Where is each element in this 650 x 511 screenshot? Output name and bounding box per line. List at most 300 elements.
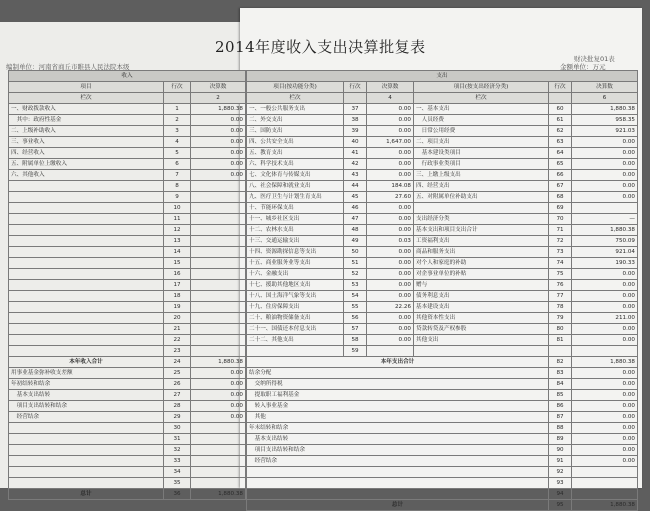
expense-lower-line: 89	[549, 434, 572, 445]
income-subheader-line	[164, 93, 191, 104]
expense-func-line: 43	[344, 170, 367, 181]
income-row	[9, 445, 246, 456]
expense-econ-line: 62	[549, 126, 572, 137]
expense-econ-amount: 0.00	[572, 291, 638, 302]
expense-lower-line: 95	[549, 500, 572, 511]
expense-econ-line: 69	[549, 203, 572, 214]
expense-lower-amount	[572, 489, 638, 500]
income-amount: 1,880.38	[191, 357, 246, 368]
expense-total-row	[247, 357, 638, 368]
expense-func-amount: 0.00	[367, 335, 414, 346]
income-amount	[191, 346, 246, 357]
expense-econ-item: 对个人和家庭的补助	[414, 258, 549, 269]
expense-row	[247, 148, 638, 159]
expense-lower-item: 项目支出结转和结余	[247, 445, 549, 456]
income-item	[9, 247, 164, 258]
expense-econ-item: 一、基本支出	[414, 104, 549, 115]
expense-func-amount: 0.00	[367, 247, 414, 258]
expense-func-item: 七、文化体育与传媒支出	[247, 170, 344, 181]
expense-econ-amount: 0.00	[572, 302, 638, 313]
income-line: 26	[164, 379, 191, 390]
expense-econ-item: 其他资本性支出	[414, 313, 549, 324]
income-item: 经营结余	[9, 412, 164, 423]
expense-func-amount: 27.60	[367, 192, 414, 203]
expense-func-line: 55	[344, 302, 367, 313]
expense-func-amount: 0.00	[367, 115, 414, 126]
expense-row	[247, 126, 638, 137]
income-item	[9, 313, 164, 324]
expense-econ-amount: 0.00	[572, 170, 638, 181]
expense-row	[247, 302, 638, 313]
income-item	[9, 214, 164, 225]
income-row	[9, 335, 246, 346]
income-item	[9, 181, 164, 192]
expense-econ-line: 76	[549, 280, 572, 291]
income-amount	[191, 280, 246, 291]
expense-lower-amount: 0.00	[572, 445, 638, 456]
expense-lower-line: 90	[549, 445, 572, 456]
expense-row	[247, 203, 638, 214]
expense-func-line: 54	[344, 291, 367, 302]
income-item	[9, 280, 164, 291]
expense-func-line: 49	[344, 236, 367, 247]
income-amount	[191, 225, 246, 236]
expense-econ-line: 81	[549, 335, 572, 346]
expense-econ-item: 支出经济分类	[414, 214, 549, 225]
income-amount: 0.00	[191, 115, 246, 126]
expense-header-func-line: 行次	[344, 82, 367, 93]
expense-func-line: 45	[344, 192, 367, 203]
income-item	[9, 478, 164, 489]
income-item: 总计	[9, 489, 164, 500]
income-item: 其中：政府性基金	[9, 115, 164, 126]
income-line: 4	[164, 137, 191, 148]
income-line: 5	[164, 148, 191, 159]
expense-lower-row	[247, 390, 638, 401]
expense-row	[247, 225, 638, 236]
expense-lower-row	[247, 368, 638, 379]
income-line: 33	[164, 456, 191, 467]
expense-func-item: 十四、资源勘探信息等支出	[247, 247, 344, 258]
expense-lower-amount	[572, 467, 638, 478]
expense-econ-amount: 211.00	[572, 313, 638, 324]
expense-func-item: 十八、国土海洋气象等支出	[247, 291, 344, 302]
expense-subheader-5	[549, 93, 572, 104]
income-row	[9, 291, 246, 302]
income-amount: 0.00	[191, 401, 246, 412]
income-item	[9, 423, 164, 434]
income-amount	[191, 302, 246, 313]
expense-func-amount: 0.00	[367, 148, 414, 159]
income-item	[9, 335, 164, 346]
income-line: 10	[164, 203, 191, 214]
income-amount	[191, 258, 246, 269]
expense-lower-line: 94	[549, 489, 572, 500]
expense-func-line: 39	[344, 126, 367, 137]
income-line: 8	[164, 181, 191, 192]
expense-row	[247, 137, 638, 148]
expense-lower-row	[247, 500, 638, 511]
income-item: 六、其他收入	[9, 170, 164, 181]
expense-row	[247, 324, 638, 335]
income-line: 22	[164, 335, 191, 346]
expense-econ-line: 60	[549, 104, 572, 115]
expense-lower-line: 93	[549, 478, 572, 489]
expense-econ-item: 人员经费	[414, 115, 549, 126]
expense-row	[247, 258, 638, 269]
expense-econ-item: 对企事业单位的补贴	[414, 269, 549, 280]
income-amount	[191, 247, 246, 258]
expense-lower-row	[247, 401, 638, 412]
income-item	[9, 291, 164, 302]
income-row	[9, 159, 246, 170]
income-row	[9, 456, 246, 467]
income-line: 6	[164, 159, 191, 170]
expense-func-line: 42	[344, 159, 367, 170]
income-row	[9, 390, 246, 401]
income-row	[9, 434, 246, 445]
expense-func-item: 三、国防支出	[247, 126, 344, 137]
expense-econ-amount: 0.00	[572, 148, 638, 159]
expense-lower-line: 83	[549, 368, 572, 379]
expense-row	[247, 269, 638, 280]
income-line: 25	[164, 368, 191, 379]
expense-lower-row	[247, 379, 638, 390]
expense-lower-line: 92	[549, 467, 572, 478]
expense-section-label: 支出	[247, 71, 638, 82]
expense-lower-amount: 0.00	[572, 368, 638, 379]
expense-econ-line: 65	[549, 159, 572, 170]
expense-econ-line: 66	[549, 170, 572, 181]
income-line: 2	[164, 115, 191, 126]
expense-row	[247, 335, 638, 346]
income-line: 35	[164, 478, 191, 489]
income-row	[9, 401, 246, 412]
expense-lower-row	[247, 445, 638, 456]
expense-econ-item	[414, 203, 549, 214]
expense-lower-row	[247, 489, 638, 500]
income-line: 34	[164, 467, 191, 478]
expense-row	[247, 192, 638, 203]
expense-lower-item: 总计	[247, 500, 549, 511]
income-item: 用事业基金弥补收支差额	[9, 368, 164, 379]
expense-econ-item: 四、经营支出	[414, 181, 549, 192]
income-item	[9, 445, 164, 456]
expense-econ-amount: 0.00	[572, 280, 638, 291]
expense-row	[247, 104, 638, 115]
income-item	[9, 236, 164, 247]
income-row	[9, 247, 246, 258]
income-item: 基本支出结转	[9, 390, 164, 401]
income-amount: 0.00	[191, 368, 246, 379]
income-amount: 1,880.38	[191, 104, 246, 115]
expense-lower-line: 84	[549, 379, 572, 390]
expense-func-amount: 0.00	[367, 324, 414, 335]
income-subheader-amount: 2	[191, 93, 246, 104]
expense-func-item: 一、一般公共服务支出	[247, 104, 344, 115]
income-amount: 0.00	[191, 170, 246, 181]
income-row	[9, 478, 246, 489]
income-row	[9, 115, 246, 126]
expense-func-line: 56	[344, 313, 367, 324]
expense-econ-amount: 0.00	[572, 324, 638, 335]
expense-lower-row	[247, 412, 638, 423]
expense-econ-amount: 0.00	[572, 181, 638, 192]
expense-func-line: 51	[344, 258, 367, 269]
expense-func-line: 41	[344, 148, 367, 159]
expense-lower-item: 年末结转和结余	[247, 423, 549, 434]
expense-econ-line: 77	[549, 291, 572, 302]
expense-subheader-4: 栏次	[414, 93, 549, 104]
income-item	[9, 434, 164, 445]
expense-econ-amount: —	[572, 214, 638, 225]
expense-lower-line: 88	[549, 423, 572, 434]
expense-row	[247, 170, 638, 181]
income-amount	[191, 192, 246, 203]
expense-lower-amount: 1,880.38	[572, 500, 638, 511]
expense-func-item	[247, 346, 344, 357]
expense-lower-row	[247, 456, 638, 467]
income-line: 17	[164, 280, 191, 291]
expense-econ-item: 其他支出	[414, 335, 549, 346]
income-item: 一、财政拨款收入	[9, 104, 164, 115]
income-line: 32	[164, 445, 191, 456]
income-row	[9, 214, 246, 225]
expense-lower-amount: 0.00	[572, 434, 638, 445]
expense-lower-item	[247, 478, 549, 489]
expense-lower-amount	[572, 478, 638, 489]
expense-subheader-6: 6	[572, 93, 638, 104]
expense-lower-amount: 0.00	[572, 379, 638, 390]
income-item: 项目支出结转和结余	[9, 401, 164, 412]
expense-func-amount	[367, 346, 414, 357]
income-item: 本年收入合计	[9, 357, 164, 368]
expense-func-line: 59	[344, 346, 367, 357]
income-amount: 0.00	[191, 412, 246, 423]
expense-func-item: 十、节能环保支出	[247, 203, 344, 214]
expense-lower-item: 转入事业基金	[247, 401, 549, 412]
expense-econ-item: 基本建设支出	[414, 302, 549, 313]
expense-func-line: 37	[344, 104, 367, 115]
income-item: 四、经营收入	[9, 148, 164, 159]
income-line: 19	[164, 302, 191, 313]
income-amount	[191, 291, 246, 302]
expense-lower-item: 结余分配	[247, 368, 549, 379]
expense-func-amount: 0.00	[367, 170, 414, 181]
expense-econ-amount: 1,880.38	[572, 104, 638, 115]
expense-econ-item: 五、对附属单位补助支出	[414, 192, 549, 203]
income-line: 14	[164, 247, 191, 258]
expense-total-amount: 1,880.38	[572, 357, 638, 368]
expense-econ-line: 68	[549, 192, 572, 203]
expense-row	[247, 214, 638, 225]
expense-row	[247, 313, 638, 324]
expense-lower-row	[247, 478, 638, 489]
expense-econ-line: 75	[549, 269, 572, 280]
expense-econ-item: 贷款转贷及产权参股	[414, 324, 549, 335]
income-row	[9, 104, 246, 115]
income-item	[9, 269, 164, 280]
income-row	[9, 225, 246, 236]
expense-func-item: 十二、农林水支出	[247, 225, 344, 236]
income-row	[9, 412, 246, 423]
expense-func-item: 六、科学技术支出	[247, 159, 344, 170]
expense-func-line: 57	[344, 324, 367, 335]
expense-lower-amount: 0.00	[572, 412, 638, 423]
form-code: 财决批复01表	[574, 55, 615, 63]
income-section-label: 收入	[9, 71, 246, 82]
expense-econ-item: 日常公用经费	[414, 126, 549, 137]
income-row	[9, 148, 246, 159]
expense-func-item: 八、社会保障和就业支出	[247, 181, 344, 192]
income-row	[9, 269, 246, 280]
income-line: 1	[164, 104, 191, 115]
expense-row	[247, 280, 638, 291]
expense-lower-item: 交纳所得税	[247, 379, 549, 390]
expense-func-item: 十六、金融支出	[247, 269, 344, 280]
expense-econ-line: 67	[549, 181, 572, 192]
income-amount	[191, 324, 246, 335]
income-amount	[191, 467, 246, 478]
expense-econ-item: 工资福利支出	[414, 236, 549, 247]
income-amount	[191, 236, 246, 247]
income-amount	[191, 313, 246, 324]
expense-func-line: 48	[344, 225, 367, 236]
income-item	[9, 456, 164, 467]
expense-lower-line: 91	[549, 456, 572, 467]
income-amount: 0.00	[191, 159, 246, 170]
income-table	[8, 70, 246, 500]
income-line: 9	[164, 192, 191, 203]
expense-econ-line	[549, 346, 572, 357]
expense-econ-amount: 0.00	[572, 159, 638, 170]
expense-func-amount: 0.00	[367, 104, 414, 115]
income-line: 16	[164, 269, 191, 280]
expense-lower-amount: 0.00	[572, 390, 638, 401]
expense-row	[247, 115, 638, 126]
income-row	[9, 236, 246, 247]
expense-func-line: 50	[344, 247, 367, 258]
expense-func-item: 九、医疗卫生与计划生育支出	[247, 192, 344, 203]
expense-func-item: 四、公共安全支出	[247, 137, 344, 148]
income-row	[9, 170, 246, 181]
income-amount	[191, 181, 246, 192]
income-line: 3	[164, 126, 191, 137]
expense-func-item: 十三、交通运输支出	[247, 236, 344, 247]
expense-func-amount: 184.08	[367, 181, 414, 192]
expense-econ-line: 73	[549, 247, 572, 258]
expense-row	[247, 247, 638, 258]
expense-header-func-item: 项目(按功能分类)	[247, 82, 344, 93]
expense-header-econ-line: 行次	[549, 82, 572, 93]
expense-lower-item: 提取职工福利基金	[247, 390, 549, 401]
expense-lower-line: 87	[549, 412, 572, 423]
document-title: 2014年度收入支出决算批复表	[215, 38, 426, 56]
expense-total-label: 本年支出合计	[247, 357, 549, 368]
income-amount: 0.00	[191, 148, 246, 159]
expense-func-amount: 22.26	[367, 302, 414, 313]
expense-func-amount: 0.00	[367, 269, 414, 280]
income-line: 12	[164, 225, 191, 236]
income-amount	[191, 478, 246, 489]
income-amount	[191, 335, 246, 346]
expense-total-line: 82	[549, 357, 572, 368]
expense-lower-amount: 0.00	[572, 423, 638, 434]
expense-econ-line: 61	[549, 115, 572, 126]
expense-lower-row	[247, 434, 638, 445]
income-amount	[191, 203, 246, 214]
expense-func-amount: 0.00	[367, 203, 414, 214]
income-line: 15	[164, 258, 191, 269]
income-row	[9, 313, 246, 324]
income-amount	[191, 269, 246, 280]
income-amount: 0.00	[191, 390, 246, 401]
expense-row	[247, 159, 638, 170]
expense-econ-item	[414, 346, 549, 357]
expense-subheader-3: 4	[367, 93, 414, 104]
income-row	[9, 379, 246, 390]
expense-subheader-2	[344, 93, 367, 104]
income-item: 五、附属单位上缴收入	[9, 159, 164, 170]
expense-func-amount: 0.00	[367, 291, 414, 302]
income-item	[9, 302, 164, 313]
expense-econ-item: 基本支出和项目支出合计	[414, 225, 549, 236]
expense-func-item: 十一、城乡社区支出	[247, 214, 344, 225]
income-line: 20	[164, 313, 191, 324]
income-item: 年初结转和结余	[9, 379, 164, 390]
expense-econ-item: 商品和服务支出	[414, 247, 549, 258]
income-amount	[191, 456, 246, 467]
expense-econ-amount	[572, 203, 638, 214]
income-amount	[191, 214, 246, 225]
income-row	[9, 280, 246, 291]
expense-func-line: 44	[344, 181, 367, 192]
expense-econ-line: 79	[549, 313, 572, 324]
income-amount	[191, 434, 246, 445]
income-row	[9, 203, 246, 214]
income-item	[9, 346, 164, 357]
expense-func-amount: 0.00	[367, 313, 414, 324]
expense-lower-row	[247, 423, 638, 434]
income-header-item: 项目	[9, 82, 164, 93]
expense-econ-line: 63	[549, 137, 572, 148]
expense-lower-row	[247, 467, 638, 478]
expense-func-line: 52	[344, 269, 367, 280]
expense-econ-line: 70	[549, 214, 572, 225]
income-amount: 0.00	[191, 379, 246, 390]
income-line: 7	[164, 170, 191, 181]
income-amount: 1,880.38	[191, 489, 246, 500]
expense-func-item: 十五、商业服务业等支出	[247, 258, 344, 269]
expense-lower-item: 经营结余	[247, 456, 549, 467]
income-row	[9, 489, 246, 500]
income-item: 三、事业收入	[9, 137, 164, 148]
expense-func-item: 二十一、国债还本付息支出	[247, 324, 344, 335]
income-row	[9, 258, 246, 269]
income-line: 36	[164, 489, 191, 500]
expense-func-line: 46	[344, 203, 367, 214]
expense-table	[246, 70, 638, 511]
expense-func-amount: 1,647.00	[367, 137, 414, 148]
expense-row	[247, 291, 638, 302]
expense-row	[247, 181, 638, 192]
expense-func-item: 二十、粮油物资储备支出	[247, 313, 344, 324]
income-row	[9, 324, 246, 335]
income-row	[9, 181, 246, 192]
expense-func-item: 十七、援助其他地区支出	[247, 280, 344, 291]
expense-header-econ-amount: 决算数	[572, 82, 638, 93]
expense-econ-item: 赠与	[414, 280, 549, 291]
